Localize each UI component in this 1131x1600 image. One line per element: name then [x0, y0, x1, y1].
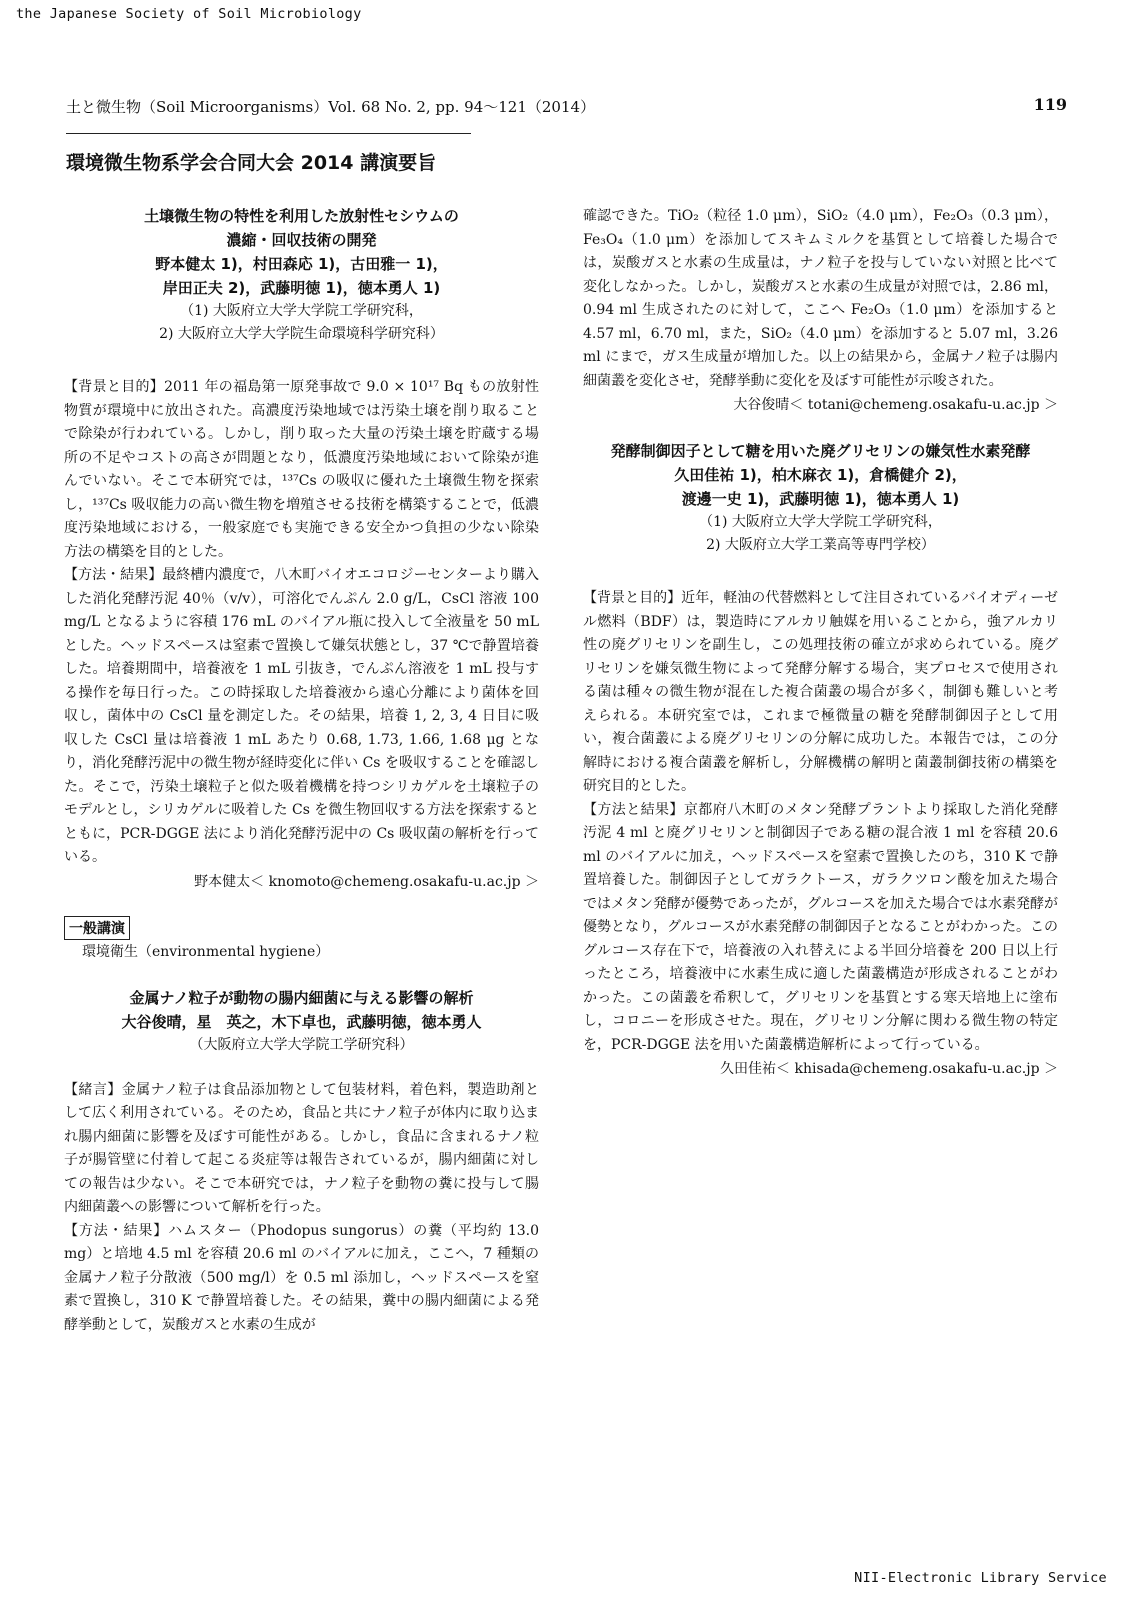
- abstract-2: [64, 986, 539, 1338]
- lecture-label-row: [64, 916, 539, 940]
- lecture-label: 一般講演: [64, 916, 130, 940]
- abstract-1-methods: 【方法・結果】最終槽内濃度で，八木町バイオエコロジーセンターより購入した消化発酵汚泥 40％（v/v），可溶化でんぷん 2.0 g/L，CsCl 溶液 100 mg/L となるように容積 176 mL のバイアル瓶に投入して全液量を 50 mL とした。ヘッドスペースは窒素で置換して嫌気状態とし，37 ℃で静置培養した。培養期間中，培養液を 1 mL 引抜き，でんぷん溶液を 1 mL 投与する操作を毎日行った。この時採取した培養液から遠心分離により菌体を回収し，菌体中の CsCl 量を測定した。その結果，培養 1, 2, 3, 4 日目に吸収した CsCl 量は培養液 1 mL あたり 0.68, 1.73, 1.66, 1.68 μg となり，消化発酵汚泥中の微生物が経時変化に伴い Cs を吸収することを確認した。そこで，汚染土壌粒子と似た吸着機構を持つシリカゲルを土壌粒子のモデルとし，シリカゲルに吸着した Cs を微生物回収する方法を探索するとともに，PCR‐DGGE 法により消化発酵汚泥中の Cs 吸収菌の解析を行っている。: [64, 567, 539, 865]
- abstract-1-background: 【背景と目的】2011 年の福島第一原発事故で 9.0 × 10¹⁷ Bq もの放射性物質が環境中に放出された。高濃度汚染地域では汚染土壌を削り取ることで除染が行われている。しかし，削り取った大量の汚染土壌を貯蔵する場所の不足やコストの高さが問題となり，低濃度汚染地域において除染が進んでいない。そこで本研究では，¹³⁷Cs の吸収に優れた土壌微生物を探索し，¹³⁷Cs 吸収能力の高い微生物を増殖させる技術を構築することで，低濃度汚染地域における，一般家庭でも実施できる安全かつ負担の少ない除染方法の構築を目的とした。: [64, 379, 539, 560]
- abstract-1-authors-line-1: 野本健太 1)，村田森応 1)，古田雅一 1)，: [155, 255, 448, 273]
- running-header: 土と微生物（Soil Microorganisms）Vol. 68 No. 2, pp. 94～121（2014）: [66, 98, 596, 116]
- page-number: 119: [1033, 95, 1067, 114]
- abstract-2-methods: 【方法・結果】ハムスター（Phodopus sungorus）の糞（平均約 13.0 mg）と培地 4.5 ml を容積 20.6 ml のバイアルに加え，ここへ，7 種類の金属ナノ粒子分散液（500 mg/l）を 0.5 ml 添加し，ヘッドスペースを窒素で置換し，310 K で静置培養した。その結果，糞中の腸内細菌による発酵挙動として，炭酸ガスと水素の生成が: [64, 1222, 539, 1333]
- section-title: 環境微生物系学会合同大会 2014 講演要旨: [66, 152, 437, 174]
- category-label: 環境衛生（environmental hygiene）: [82, 943, 330, 960]
- section-rule: [66, 133, 471, 134]
- abstract-2-introduction: 【緒言】金属ナノ粒子は食品添加物として包装材料，着色料，製造助剤として広く利用されている。そのため，食品と共にナノ粒子が体内に取り込まれ腸内細菌に影響を及ぼす可能性がある。しかし，食品に含まれるナノ粒子が腸管壁に付着して起こる炎症等は報告されているが，腸内細菌に対しての報告は少ない。そこで本研究では，ナノ粒子を動物の糞に投与して腸内細菌叢への影響について解析を行った。: [64, 1081, 539, 1215]
- abstract-1-authors-line-2: 岸田正夫 2)，武藤明徳 1)，徳本勇人 1): [162, 279, 441, 297]
- abstract-2-title: 金属ナノ粒子が動物の腸内細菌に与える影響の解析: [129, 988, 474, 1007]
- left-column: [64, 204, 539, 1337]
- abstract-3-contact-email: 久田佳祐＜ khisada@chemeng.osakafu‐u.ac.jp ＞: [720, 1061, 1058, 1077]
- abstract-3-title: 発酵制御因子として糖を用いた廃グリセリンの嫌気性水素発酵: [610, 442, 1031, 460]
- abstract-3-background: 【背景と目的】近年，軽油の代替燃料として注目されているバイオディーゼル燃料（BDF）は，製造時にアルカリ触媒を用いることから，強アルカリ性の廃グリセリンを副生し，この処理技術の確立が求められている。廃グリセリンを嫌気微生物によって発酵分解する場合，実プロセスで使用される菌は種々の微生物が混在した複合菌叢の場合が多く，制御も難しいと考えられる。本研究室では，これまで極微量の糖を発酵制御因子として用い，複合菌叢による廃グリセリンの分解に成功した。本報告では，この分解時における複合菌叢を解析し，分解機構の解明と菌叢制御技術の構築を研究目的とした。: [583, 590, 1058, 794]
- abstract-1: [64, 204, 539, 894]
- abstract-3-affiliation-line-2: 2) 大阪府立大学工業高等専門学校）: [706, 537, 935, 553]
- right-column: [583, 205, 1058, 1081]
- abstract-3-authors-line-1: 久田佳祐 1)，柏木麻衣 1)，倉橋健介 2)，: [674, 466, 967, 484]
- abstract-1-title-line-2: 濃縮・回収技術の開発: [226, 231, 377, 249]
- abstract-3-methods: 【方法と結果】京都府八木町のメタン発酵プラントより採取した消化発酵汚泥 4 ml と廃グリセリンと制御因子である糖の混合液 1 ml を容積 20.6 ml のバイアルに加え，ヘッドスペースを窒素で置換したのち，310 K で静置培養した。制御因子としてガラクトース，ガラクツロン酸を加えた場合ではメタン発酵が優勢であったが，グルコースを加えた場合では水素発酵が優勢となり，グルコースが水素発酵の制御因子となることがわかった。このグルコース存在下で，培養液の入れ替えによる半回分培養を 200 日以上行ったところ，培養液中に水素生成に適した菌叢構造が形成されることがわかった。この菌叢を希釈して，グリセリンを基質とする寒天培地上に塗布し，コロニーを形成させた。現在，グリセリン分解に関わる微生物の特定を，PCR‐DGGE 法を用いた菌叢構造解析によって行っている。: [583, 801, 1058, 1053]
- abstract-1-affiliation-line-2: 2) 大阪府立大学大学院生命環境科学研究科）: [159, 326, 444, 342]
- abstract-1-contact-email: 野本健太＜ knomoto@chemeng.osakafu‐u.ac.jp ＞: [194, 873, 539, 890]
- abstract-2-authors: 大谷俊晴，星 英之，木下卓也，武藤明徳，徳本勇人: [121, 1012, 482, 1031]
- abstract-3-authors-line-2: 渡邊一史 1)，武藤明徳 1)，徳本勇人 1): [681, 490, 960, 508]
- watermark-top: the Japanese Society of Soil Microbiology: [16, 6, 362, 22]
- abstract-2-results-continued: 確認できた。TiO₂（粒径 1.0 μm），SiO₂（4.0 μm），Fe₂O₃（0.3 μm），Fe₃O₄（1.0 μm）を添加してスキムミルクを基質として培養した場合では，炭酸ガスと水素の生成量は，ナノ粒子を投与していない対照と比べて変化しなかった。しかし，炭酸ガスと水素の生成量が対照では，2.86 ml，0.94 ml 生成されたのに対して，ここへ Fe₂O₃（1.0 μm）を添加すると 4.57 ml，6.70 ml，また，SiO₂（4.0 μm）を添加すると 5.07 ml，3.26 ml にまで，ガス生成量が増加した。以上の結果から，金属ナノ粒子は腸内細菌叢を変化させ，発酵挙動に変化を及ぼす可能性が示唆された。: [583, 208, 1058, 389]
- abstract-1-title-line-1: 土壌微生物の特性を利用した放射性セシウムの: [144, 207, 459, 225]
- abstract-2-contact-email: 大谷俊晴＜ totani@chemeng.osakafu‐u.ac.jp ＞: [733, 397, 1058, 413]
- watermark-bottom: NII-Electronic Library Service: [854, 1570, 1107, 1586]
- abstract-2-affiliation: （大阪府立大学大学院工学研究科）: [189, 1036, 414, 1053]
- abstract-3-affiliation-line-1: （1) 大阪府立大学大学院工学研究科，: [699, 514, 942, 530]
- abstract-3: [583, 439, 1058, 1081]
- abstract-1-affiliation-line-1: （1) 大阪府立大学大学院工学研究科，: [180, 303, 423, 319]
